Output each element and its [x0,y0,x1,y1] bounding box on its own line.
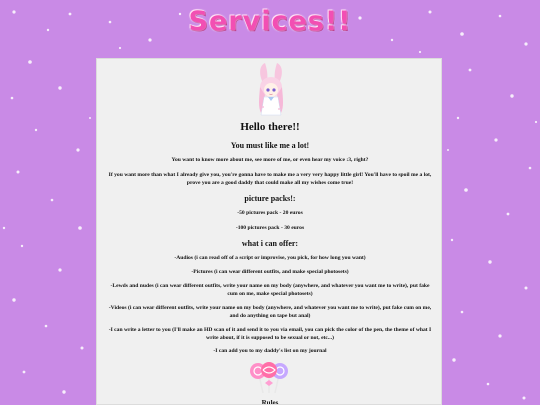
rules-heading: Rules [261,399,279,405]
offer-item: -I can write a letter to you (I'll make an HD scan of it and send it to you via email, you can pick the color of the pen, the theme of what I write about, if it is supposed to be sexual or not, etc...) [108,327,432,341]
intro-text: You want to know more about me, see more of me, or even hear my voice :3, right? [171,157,369,163]
offer-item: -Audios (i can read off of a script or improvise, you pick, for how long you want) [174,255,366,261]
offer-item: -Videos (i can wear different outfits, write your name on my body (anywhere, and whatever you want me to write), put fake cum on me, and do anything on tape but anal) [108,305,432,319]
offer-item: -Lewds and nudes (i can wear different outfits, write your name on my body (anywhere, and whatever you want me to write), put fake cum on me, make special photosets) [110,283,430,297]
services-logo [0,6,540,46]
lollipop-icon [247,361,291,393]
packs-heading: picture packs!: [244,194,296,203]
pack-item: -50 pictures pack - 20 euros [237,210,303,216]
subheading: You must like me a lot! [230,141,310,150]
greeting-heading: Hello there!! [240,121,300,133]
logo-text: Services!! [188,6,352,37]
anime-girl-icon [254,63,288,117]
pack-item: -100 pictures pack - 30 euros [235,225,305,231]
spoil-text: If you want more than what I already give you, you're gonna have to make me a very very happy little girl! You'll have to spoil me a lot, prove you are a good daddy that could make all my wishes come true! [108,172,432,186]
offer-item: -I can add you to my daddy's list on my journal [213,348,327,354]
offer-heading: what i can offer: [241,239,299,248]
content-panel [96,58,442,405]
offer-item: -Pictures (i can wear different outfits, and make special photosets) [191,269,349,275]
